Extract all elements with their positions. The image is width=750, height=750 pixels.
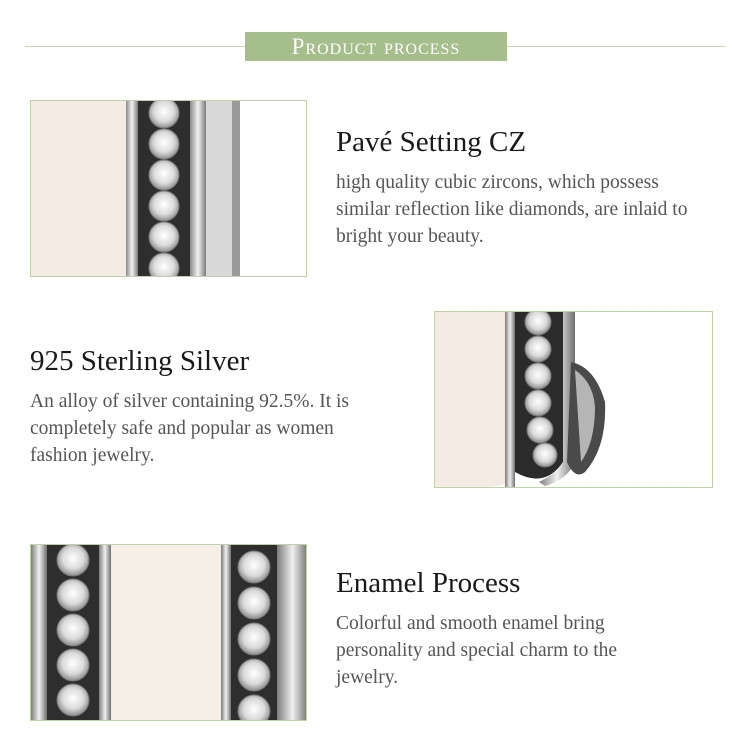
pave-setting-photo xyxy=(30,100,307,277)
header-rule-right xyxy=(507,46,725,47)
section-title-silver: 925 Sterling Silver xyxy=(30,345,250,377)
section-description-enamel: Colorful and smooth enamel bring personality and special charm to the jewelry. xyxy=(336,613,618,688)
section-banner: Product process xyxy=(245,32,507,61)
section-description-pave: high quality cubic zircons, which possess similar reflection like diamonds, are inlaid to bright your beauty. xyxy=(336,172,688,247)
section-title-enamel: Enamel Process xyxy=(336,567,521,599)
enamel-process-photo xyxy=(30,544,307,721)
header-rule-left xyxy=(25,46,245,47)
sterling-silver-photo xyxy=(434,311,713,488)
section-title-pave: Pavé Setting CZ xyxy=(336,126,527,158)
section-description-silver: An alloy of silver containing 92.5%. It is completely safe and popular as women fashion jewelry. xyxy=(30,391,349,466)
